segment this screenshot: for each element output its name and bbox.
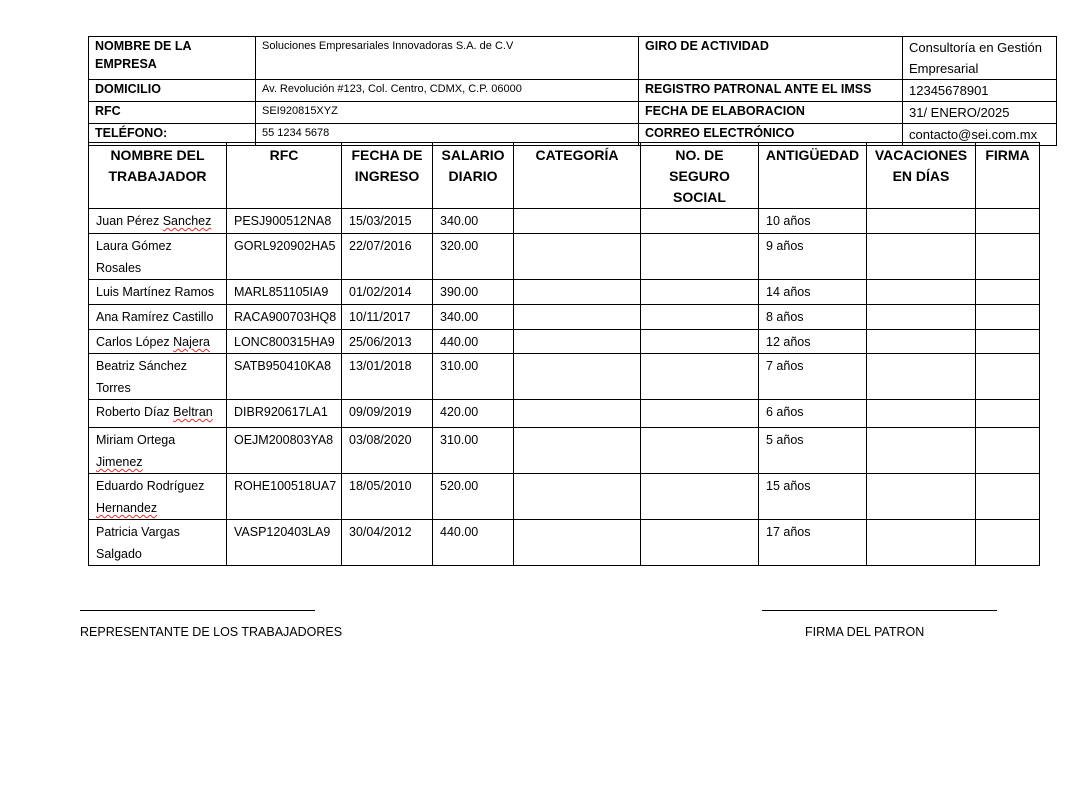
cell-rfc: DIBR920617LA1 <box>227 400 342 428</box>
table-row <box>89 400 1040 428</box>
cell-seniority: 14 años <box>759 280 867 305</box>
cell-nss <box>641 520 759 566</box>
cell-name: Ana Ramírez Castillo <box>89 305 227 330</box>
cell-vacation <box>867 354 976 400</box>
cell-name: Roberto Díaz Beltran <box>89 400 227 428</box>
cell-salary: 340.00 <box>433 209 514 234</box>
cell-rfc: VASP120403LA9 <box>227 520 342 566</box>
activity-label: GIRO DE ACTIVIDAD <box>639 37 903 80</box>
cell-category <box>514 305 641 330</box>
cell-seniority: 6 años <box>759 400 867 428</box>
cell-name: Miriam Ortega Jimenez <box>89 428 227 474</box>
cell-hire-date: 03/08/2020 <box>342 428 433 474</box>
cell-salary: 440.00 <box>433 520 514 566</box>
header-name: NOMBRE DEL TRABAJADOR <box>89 143 227 209</box>
header-vacation-days: VACACIONES EN DÍAS <box>867 143 976 209</box>
cell-signature <box>976 234 1040 280</box>
cell-nss <box>641 234 759 280</box>
activity-value: Consultoría en Gestión Empresarial <box>903 37 1057 80</box>
employer-label: FIRMA DEL PATRON <box>805 625 925 639</box>
cell-seniority: 17 años <box>759 520 867 566</box>
cell-vacation <box>867 209 976 234</box>
cell-signature <box>976 280 1040 305</box>
cell-name: Patricia Vargas Salgado <box>89 520 227 566</box>
cell-category <box>514 520 641 566</box>
cell-vacation <box>867 330 976 354</box>
cell-vacation <box>867 305 976 330</box>
cell-salary: 390.00 <box>433 280 514 305</box>
rfc-value: SEI920815XYZ <box>256 102 639 124</box>
cell-name: Eduardo Rodríguez Hernandez <box>89 474 227 520</box>
email-label: CORREO ELECTRÓNICO <box>639 124 903 146</box>
company-name-label: NOMBRE DE LA EMPRESA <box>89 37 256 80</box>
date-label: FECHA DE ELABORACION <box>639 102 903 124</box>
table-row <box>89 234 1040 280</box>
cell-seniority: 9 años <box>759 234 867 280</box>
company-name-value: Soluciones Empresariales Innovadoras S.A. de C.V <box>256 37 639 80</box>
cell-category <box>514 330 641 354</box>
cell-rfc: SATB950410KA8 <box>227 354 342 400</box>
rfc-label: RFC <box>89 102 256 124</box>
cell-signature <box>976 428 1040 474</box>
cell-signature <box>976 474 1040 520</box>
cell-seniority: 5 años <box>759 428 867 474</box>
cell-salary: 520.00 <box>433 474 514 520</box>
cell-category <box>514 354 641 400</box>
table-row <box>89 330 1040 354</box>
cell-hire-date: 01/02/2014 <box>342 280 433 305</box>
cell-signature <box>976 305 1040 330</box>
imss-value: 12345678901 <box>903 80 1057 102</box>
cell-hire-date: 09/09/2019 <box>342 400 433 428</box>
cell-salary: 420.00 <box>433 400 514 428</box>
cell-hire-date: 30/04/2012 <box>342 520 433 566</box>
cell-hire-date: 10/11/2017 <box>342 305 433 330</box>
cell-rfc: LONC800315HA9 <box>227 330 342 354</box>
cell-nss <box>641 354 759 400</box>
cell-vacation <box>867 428 976 474</box>
cell-nss <box>641 209 759 234</box>
cell-nss <box>641 428 759 474</box>
cell-nss <box>641 474 759 520</box>
employees-table <box>88 142 1040 566</box>
workers-rep-signature-line <box>80 610 315 611</box>
table-row <box>89 209 1040 234</box>
cell-name: Beatriz Sánchez Torres <box>89 354 227 400</box>
workers-rep-label: REPRESENTANTE DE LOS TRABAJADORES <box>80 625 343 639</box>
cell-rfc: PESJ900512NA8 <box>227 209 342 234</box>
table-row <box>89 280 1040 305</box>
cell-vacation <box>867 280 976 305</box>
imss-label: REGISTRO PATRONAL ANTE EL IMSS <box>639 80 903 102</box>
cell-signature <box>976 354 1040 400</box>
cell-category <box>514 428 641 474</box>
header-daily-salary: SALARIO DIARIO <box>433 143 514 209</box>
cell-seniority: 12 años <box>759 330 867 354</box>
header-nss: NO. DE SEGURO SOCIAL <box>641 143 759 209</box>
cell-rfc: MARL851105IA9 <box>227 280 342 305</box>
cell-vacation <box>867 474 976 520</box>
cell-hire-date: 15/03/2015 <box>342 209 433 234</box>
cell-hire-date: 25/06/2013 <box>342 330 433 354</box>
cell-rfc: ROHE100518UA7 <box>227 474 342 520</box>
employer-signature-line <box>762 610 997 611</box>
cell-hire-date: 22/07/2016 <box>342 234 433 280</box>
cell-category <box>514 280 641 305</box>
cell-category <box>514 400 641 428</box>
cell-category <box>514 209 641 234</box>
cell-nss <box>641 330 759 354</box>
table-row <box>89 354 1040 400</box>
phone-value: 55 1234 5678 <box>256 124 639 146</box>
table-row <box>89 474 1040 520</box>
cell-salary: 310.00 <box>433 354 514 400</box>
cell-name: Juan Pérez Sanchez <box>89 209 227 234</box>
header-rfc: RFC <box>227 143 342 209</box>
cell-hire-date: 13/01/2018 <box>342 354 433 400</box>
cell-signature <box>976 400 1040 428</box>
address-label: DOMICILIO <box>89 80 256 102</box>
cell-seniority: 8 años <box>759 305 867 330</box>
cell-hire-date: 18/05/2010 <box>342 474 433 520</box>
cell-signature <box>976 520 1040 566</box>
cell-signature <box>976 330 1040 354</box>
cell-vacation <box>867 234 976 280</box>
cell-nss <box>641 305 759 330</box>
cell-vacation <box>867 400 976 428</box>
table-row <box>89 428 1040 474</box>
cell-seniority: 15 años <box>759 474 867 520</box>
phone-label: TELÉFONO: <box>89 124 256 146</box>
header-seniority: ANTIGÜEDAD <box>759 143 867 209</box>
cell-category <box>514 234 641 280</box>
cell-rfc: RACA900703HQ8 <box>227 305 342 330</box>
header-category: CATEGORÍA <box>514 143 641 209</box>
cell-seniority: 7 años <box>759 354 867 400</box>
employees-table-body <box>89 209 1040 566</box>
cell-salary: 340.00 <box>433 305 514 330</box>
cell-seniority: 10 años <box>759 209 867 234</box>
cell-name: Luis Martínez Ramos <box>89 280 227 305</box>
cell-category <box>514 474 641 520</box>
cell-name: Laura Gómez Rosales <box>89 234 227 280</box>
cell-nss <box>641 280 759 305</box>
cell-name: Carlos López Najera <box>89 330 227 354</box>
email-value: contacto@sei.com.mx <box>903 124 1057 146</box>
cell-vacation <box>867 520 976 566</box>
cell-rfc: GORL920902HA5 <box>227 234 342 280</box>
address-value: Av. Revolución #123, Col. Centro, CDMX, C.P. 06000 <box>256 80 639 102</box>
header-hire-date: FECHA DE INGRESO <box>342 143 433 209</box>
cell-nss <box>641 400 759 428</box>
company-info-table <box>88 36 1057 146</box>
cell-signature <box>976 209 1040 234</box>
cell-salary: 440.00 <box>433 330 514 354</box>
table-row <box>89 305 1040 330</box>
date-value: 31/ ENERO/2025 <box>903 102 1057 124</box>
header-signature: FIRMA <box>976 143 1040 209</box>
cell-salary: 310.00 <box>433 428 514 474</box>
cell-salary: 320.00 <box>433 234 514 280</box>
cell-rfc: OEJM200803YA8 <box>227 428 342 474</box>
table-row <box>89 520 1040 566</box>
